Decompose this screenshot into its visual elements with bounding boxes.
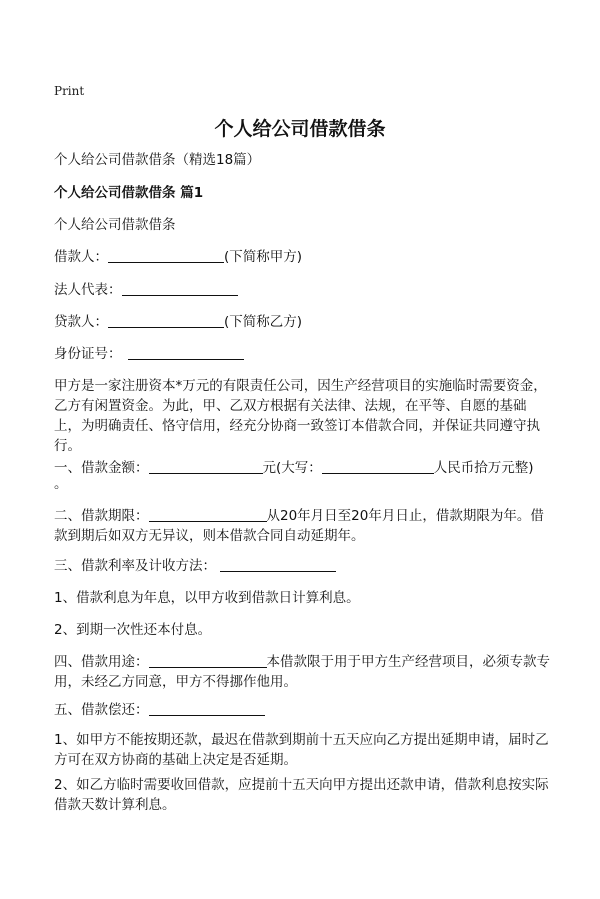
use-label: 四、借款用途：	[54, 654, 149, 670]
print-link[interactable]: Print	[54, 84, 85, 98]
id-label: 身份证号：	[54, 346, 122, 362]
repay-label: 五、借款偿还：	[54, 702, 149, 718]
id-blank	[128, 345, 244, 360]
repay-blank	[149, 701, 265, 716]
term-label: 二、借款期限：	[54, 508, 149, 524]
term-paragraph	[54, 506, 552, 546]
amount-label: 一、借款金额：	[54, 460, 149, 476]
rate-blank	[220, 557, 336, 572]
repay-item-2: 2、如乙方临时需要收回借款，应提前十五天向甲方提出还款申请，借款利息按实际借款天数计算利息。	[54, 777, 549, 813]
section-heading: 个人给公司借款借条 篇1	[54, 185, 204, 201]
amount-blank	[149, 459, 263, 474]
lender-blank	[108, 313, 224, 328]
borrower-line	[54, 247, 552, 267]
amount-suffix: 人民币拾万元整)	[433, 460, 534, 476]
lender-suffix: (下简称乙方)	[224, 314, 303, 330]
legal-rep-blank	[122, 281, 238, 296]
intro-paragraph: 甲方是一家注册资本*万元的有限责任公司，因生产经营项目的实施临时需要资金，乙方有闲置资金。为此，甲、乙双方根据有关法律、法规，在平等、自愿的基础上，为明确责任、恪守信用，经充分协商一致签订本借款合同，并保证共同遵守执行。	[54, 378, 547, 454]
rate-label: 三、借款利率及计收方法：	[54, 558, 216, 574]
subtitle: 个人给公司借款借条（精选18篇）	[54, 152, 261, 168]
id-line	[54, 344, 552, 364]
page-title: 个人给公司借款借条	[214, 118, 386, 140]
rate-item-2: 2、到期一次性还本付息。	[54, 622, 212, 638]
borrower-blank	[108, 248, 224, 263]
borrower-suffix: (下简称甲方)	[224, 249, 303, 265]
rate-item-1: 1、借款利息为年息，以甲方收到借款日计算利息。	[54, 590, 360, 606]
lender-line	[54, 312, 552, 332]
legal-rep-line	[54, 280, 552, 300]
term-text: 从20年月日至20年月日止，借款期限为年。借款到期后如双方无异议，则本借款合同自动延期年。	[54, 508, 544, 544]
amount-end: 。	[54, 476, 68, 492]
borrower-label: 借款人：	[54, 249, 108, 265]
use-blank	[149, 653, 267, 668]
repay-item-1: 1、如甲方不能按期还款，最迟在借款到期前十五天应向乙方提出延期申请，届时乙方可在双方协商的基础上决定是否延期。	[54, 732, 549, 768]
term-blank	[149, 507, 267, 522]
doc-title: 个人给公司借款借条	[54, 217, 176, 233]
rate-line	[54, 556, 552, 576]
amount-mid: 元(大写：	[262, 460, 322, 476]
legal-rep-label: 法人代表：	[54, 282, 122, 298]
use-paragraph	[54, 652, 552, 692]
amount-words-blank	[322, 459, 434, 474]
lender-label: 贷款人：	[54, 314, 108, 330]
repay-line	[54, 700, 552, 720]
use-text: 本借款限于用于甲方生产经营项目，必须专款专用，未经乙方同意，甲方不得挪作他用。	[54, 654, 550, 690]
